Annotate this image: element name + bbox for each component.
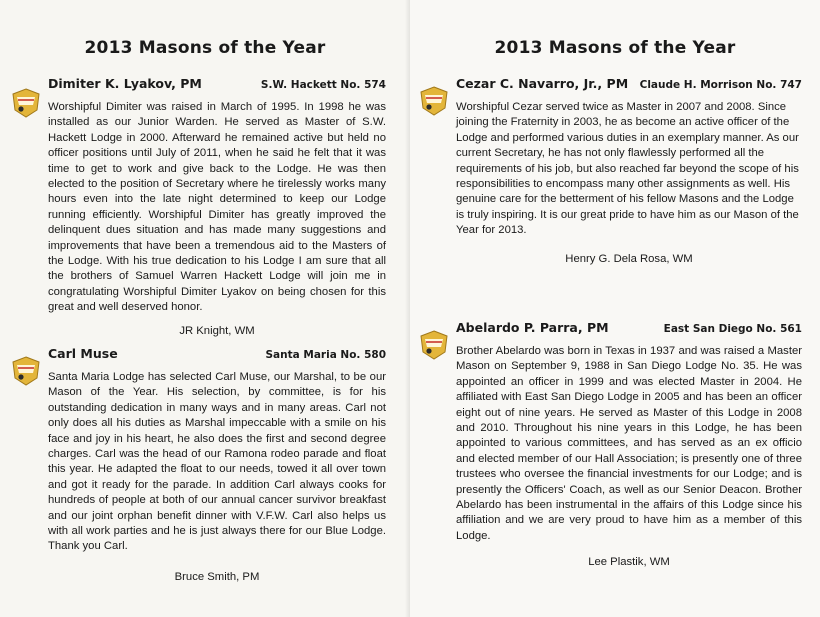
entry-body: Worshipful Dimiter was raised in March of 1995. In 1998 he was installed as our Junior Warden. He served as Master of S.W. Hackett Lodge in 2000. Afterward he remained active but held no officer positions until July of 2011, when he said he felt that it was time to get to work and give back to the Lodge. He was then elected to the position of Secretary where he tirelessly works many hours even into the late night determined to keep our Lodge running efficiently. Worshipful Dimiter has greatly improved the delinquent dues situation and has made many suggestions and improvements that have been a tremendous aid to the Masters of the Lodge. With his true dedication to his Lodge I am sure that all the brothers of Samuel Warren Hackett Lodge will join me in congratulating Worshipful Dimiter Lyakov on being chosen for this great and well deserved honor. xyxy=(48,101,386,314)
entry-body: Santa Maria Lodge has selected Carl Muse, our Marshal, to be our Mason of the Year. His selection, by committee, is for his outstanding dedication in many ways and in many areas. Carl not only does all his duties as Marshal impeccable with a smile on his face and joy in his heart, he also does the first and second degree charges. Carl was the head of our Ramona rodeo parade and float this year. He adapted the float to our needs, towed it all over town and got it ready for the parade. In addition Carl always cooks for hundreds of people at both of our annual cancer survivor breakfast and our joint orphan benefit dinner with V.F.W. Carl also helps us with all work parties and he is just always there for our Blue Lodge. Thank you Carl. xyxy=(48,371,386,553)
lodge-badge-icon xyxy=(420,330,448,360)
lodge-name: Claude H. Morrison No. 747 xyxy=(639,79,802,91)
entry-body: Brother Abelardo was born in Texas in 1937 and was raised a Master Mason on September 9, 1988 in San Diego Lodge No. 35. He was appointed an officer in 1999 and was elected Master in 2004. He affiliated with East San Diego Lodge in 2005 and has been an officer eight out of nine years. He served as Master of this Lodge in 2008 and 2010. Throughout his nine years in this Lodge, he has been appointed to various committees, and has served as an ex officio and elected member of our Hall Association; is presently one of three trustees who oversee the financial investments for our Lodge; and is presently the Officers' Coach, as well as our Senior Deacon. Brother Abelardo has been instrumental in the affairs of this Lodge since his affiliation and we are very proud to have him as a member of this Lodge. xyxy=(456,345,802,542)
entry-signature: Bruce Smith, PM xyxy=(174,570,260,583)
lodge-badge-icon xyxy=(12,88,40,118)
mason-entry xyxy=(456,76,802,265)
mason-name: Abelardo P. Parra, PM xyxy=(456,320,609,335)
mason-entry xyxy=(48,346,386,583)
entry-signature: Lee Plastik, WM xyxy=(588,556,670,569)
mason-entry xyxy=(456,320,802,568)
mason-name: Carl Muse xyxy=(48,346,118,361)
page-title: 2013 Masons of the Year xyxy=(84,38,326,58)
lodge-name: East San Diego No. 561 xyxy=(663,323,802,335)
entry-body: Worshipful Cezar served twice as Master in 2007 and 2008. Since joining the Fraternity in 2003, he as become an active officer of the Lodge and performed various duties in an exemplary manner. As our current Secretary, he has not only flawlessly performed all the requirements of his job, but also reached far beyond the scope of his responsibilities to encompass many other assignments as well. His genuine care for the betterment of his fellow Masons and the Lodge is truly inspiring. It is our great pride to have him as our Mason of the Year for 2013. xyxy=(456,101,799,237)
lodge-name: S.W. Hackett No. 574 xyxy=(260,79,386,91)
entry-signature: JR Knight, WM xyxy=(179,324,255,337)
lodge-name: Santa Maria No. 580 xyxy=(265,349,386,361)
right-page xyxy=(410,0,820,617)
lodge-badge-icon xyxy=(420,86,448,116)
mason-name: Cezar C. Navarro, Jr., PM xyxy=(456,76,629,91)
lodge-badge-icon xyxy=(12,356,40,386)
mason-name: Dimiter K. Lyakov, PM xyxy=(48,76,202,91)
entry-signature: Henry G. Dela Rosa, WM xyxy=(565,252,693,265)
mason-entry xyxy=(48,76,386,337)
page-title: 2013 Masons of the Year xyxy=(494,38,736,58)
